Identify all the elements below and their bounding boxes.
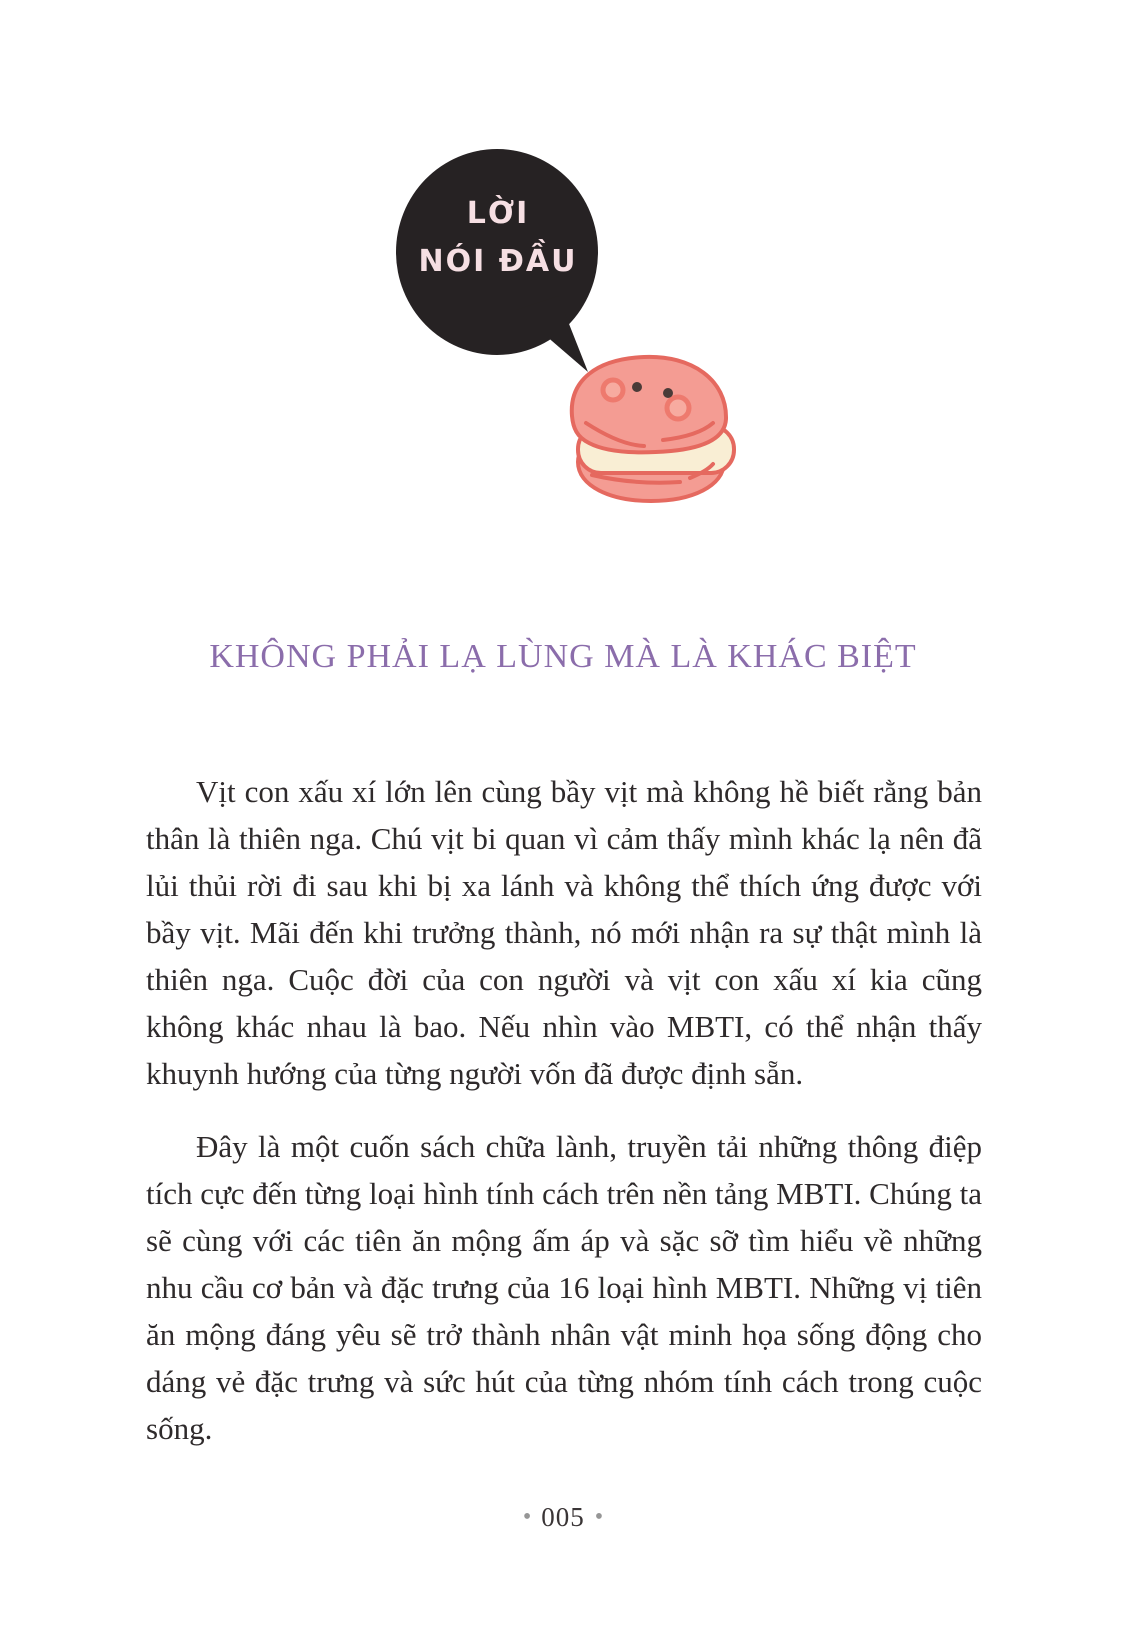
- page-number-footer: [0, 1502, 1126, 1533]
- speech-bubble-line2: NÓI ĐẦU: [418, 244, 578, 279]
- footer-dot-right: •: [594, 1504, 604, 1530]
- body-text: [146, 768, 982, 1452]
- speech-bubble: [397, 190, 599, 286]
- body-paragraph-2: Đây là một cuốn sách chữa lành, truyền tải những thông điệp tích cực đến từng loại hình tính cách trên nền tảng MBTI. Chúng ta sẽ cùng với các tiên ăn mộng ấm áp và sặc sỡ tìm hiểu về những nhu cầu cơ bản và đặc trưng của 16 loại hình MBTI. Những vị tiên ăn mộng đáng yêu sẽ trở thành nhân vật minh họa sống động cho dáng vẻ đặc trưng và sức hút của từng nhóm tính cách trong cuộc sống.: [146, 1129, 982, 1446]
- chapter-heading: KHÔNG PHẢI LẠ LÙNG MÀ LÀ KHÁC BIỆT: [209, 638, 917, 675]
- macaron-icon: [572, 357, 734, 501]
- body-paragraph-1: Vịt con xấu xí lớn lên cùng bầy vịt mà không hề biết rằng bản thân là thiên nga. Chú vịt bi quan vì cảm thấy mình khác lạ nên đã lủi thủi rời đi sau khi bị xa lánh và không thể thích ứng được với bầy vịt. Mãi đến khi trưởng thành, nó mới nhận ra sự thật mình là thiên nga. Cuộc đời của con người và vịt con xấu xí kia cũng không khác nhau là bao. Nếu nhìn vào MBTI, có thể nhận thấy khuynh hướng của từng người vốn đã được định sẵn.: [146, 774, 982, 1091]
- footer-dot-left: •: [522, 1504, 532, 1530]
- speech-bubble-line1: LỜI: [466, 196, 530, 231]
- page-number: 005: [541, 1502, 585, 1532]
